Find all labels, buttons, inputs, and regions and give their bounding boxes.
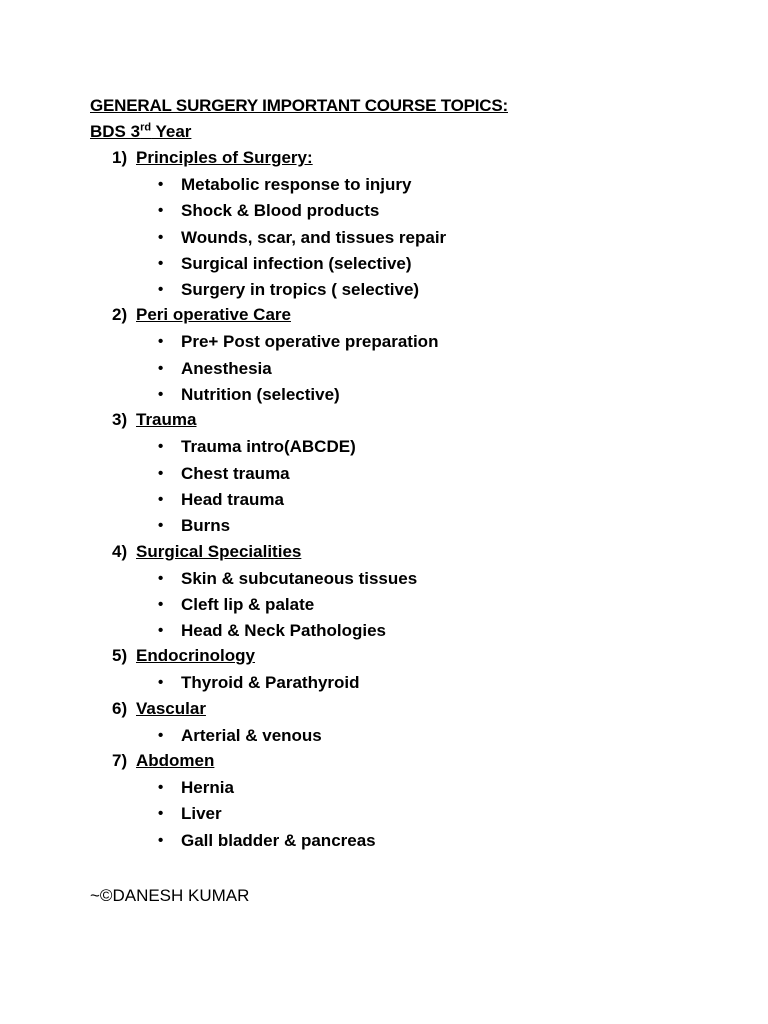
topic-list [112,172,732,303]
topic-item [112,329,732,355]
bullet-icon: • [158,202,164,220]
topic-sections [112,146,732,854]
section-heading [112,303,732,329]
topic-item [112,434,732,460]
section-number: 3) [112,410,128,430]
topic-item [112,670,732,696]
topic-item [112,225,732,251]
section-heading [112,146,732,172]
section-heading [112,644,732,670]
section-number: 2) [112,305,128,325]
section-title: Vascular [136,698,206,718]
topic-list [112,670,732,696]
section-title: Surgical Specialities [136,541,302,561]
topic-item [112,356,732,382]
topic-text: Nutrition (selective) [181,385,340,405]
topic-list [112,434,732,539]
topic-section-4 [112,540,732,645]
bullet-icon: • [158,779,164,797]
topic-item [112,461,732,487]
topic-item [112,172,732,198]
topic-text: Gall bladder & pancreas [181,830,376,850]
bullet-icon: • [158,228,164,246]
topic-item [112,382,732,408]
topic-text: Liver [181,804,222,824]
topic-item [112,487,732,513]
bullet-icon: • [158,333,164,351]
topic-section-5 [112,644,732,696]
bullet-icon: • [158,176,164,193]
bullet-icon: • [158,438,164,456]
section-heading [112,697,732,723]
topic-item [112,566,732,592]
topic-section-7 [112,749,732,854]
topic-section-3 [112,408,732,539]
bullet-icon: • [158,386,164,404]
topic-text: Trauma intro(ABCDE) [181,437,356,457]
section-title: Endocrinology [136,646,255,666]
section-number: 6) [112,698,128,718]
topic-item [112,592,732,618]
topic-item [112,775,732,801]
topic-list [112,723,732,749]
topic-item [112,251,732,277]
topic-item [112,828,732,854]
topic-text: Shock & Blood products [181,201,380,221]
document-subtitle [90,122,191,142]
topic-section-1 [112,146,732,303]
topic-text: Skin & subcutaneous tissues [181,568,418,588]
topic-text: Burns [181,516,231,536]
topic-section-2 [112,303,732,408]
author-footer: ~©DANESH KUMAR [90,886,250,905]
bullet-icon: • [158,674,164,692]
bullet-icon: • [158,622,164,640]
topic-text: Arterial & venous [181,725,322,745]
section-title: Abdomen [136,751,215,771]
bullet-icon: • [158,254,164,272]
bullet-icon: • [158,726,164,744]
subtitle-suffix: Year [151,122,192,141]
section-number: 1) [112,148,128,167]
bullet-icon: • [158,490,164,508]
topic-text: Hernia [181,778,234,798]
topic-text: Metabolic response to injury [181,175,412,194]
section-heading [112,540,732,566]
topic-item [112,723,732,749]
document-title: GENERAL SURGERY IMPORTANT COURSE TOPICS: [90,96,508,115]
bullet-icon: • [158,595,164,613]
subtitle-superscript: rd [140,121,152,134]
section-title: Principles of Surgery: [136,148,313,167]
topic-list [112,329,732,408]
section-title: Peri operative Care [136,305,291,325]
bullet-icon: • [158,281,164,299]
bullet-icon: • [158,569,164,587]
section-heading [112,749,732,775]
topic-text: Surgical infection (selective) [181,253,412,273]
topic-text: Head & Neck Pathologies [181,621,387,641]
topic-list [112,566,732,645]
section-heading [112,408,732,434]
section-title: Trauma [136,410,197,430]
topic-text: Surgery in tropics ( selective) [181,280,420,300]
bullet-icon: • [158,464,164,482]
topic-item [112,513,732,539]
subtitle-prefix: BDS 3 [90,122,141,141]
bullet-icon: • [158,831,164,849]
section-number: 7) [112,751,128,771]
topic-text: Cleft lip & palate [181,594,315,614]
bullet-icon: • [158,517,164,535]
section-number: 4) [112,541,128,561]
topic-text: Wounds, scar, and tissues repair [181,227,447,247]
topic-item [112,198,732,224]
topic-item [112,618,732,644]
topic-list [112,775,732,854]
section-number: 5) [112,646,128,666]
topic-item [112,277,732,303]
topic-text: Thyroid & Parathyroid [181,673,360,693]
topic-text: Head trauma [181,489,284,509]
bullet-icon: • [158,805,164,823]
bullet-icon: • [158,359,164,377]
topic-text: Pre+ Post operative preparation [181,332,439,352]
topic-section-6 [112,697,732,749]
topic-text: Anesthesia [181,358,272,378]
topic-text: Chest trauma [181,463,290,483]
topic-item [112,801,732,827]
